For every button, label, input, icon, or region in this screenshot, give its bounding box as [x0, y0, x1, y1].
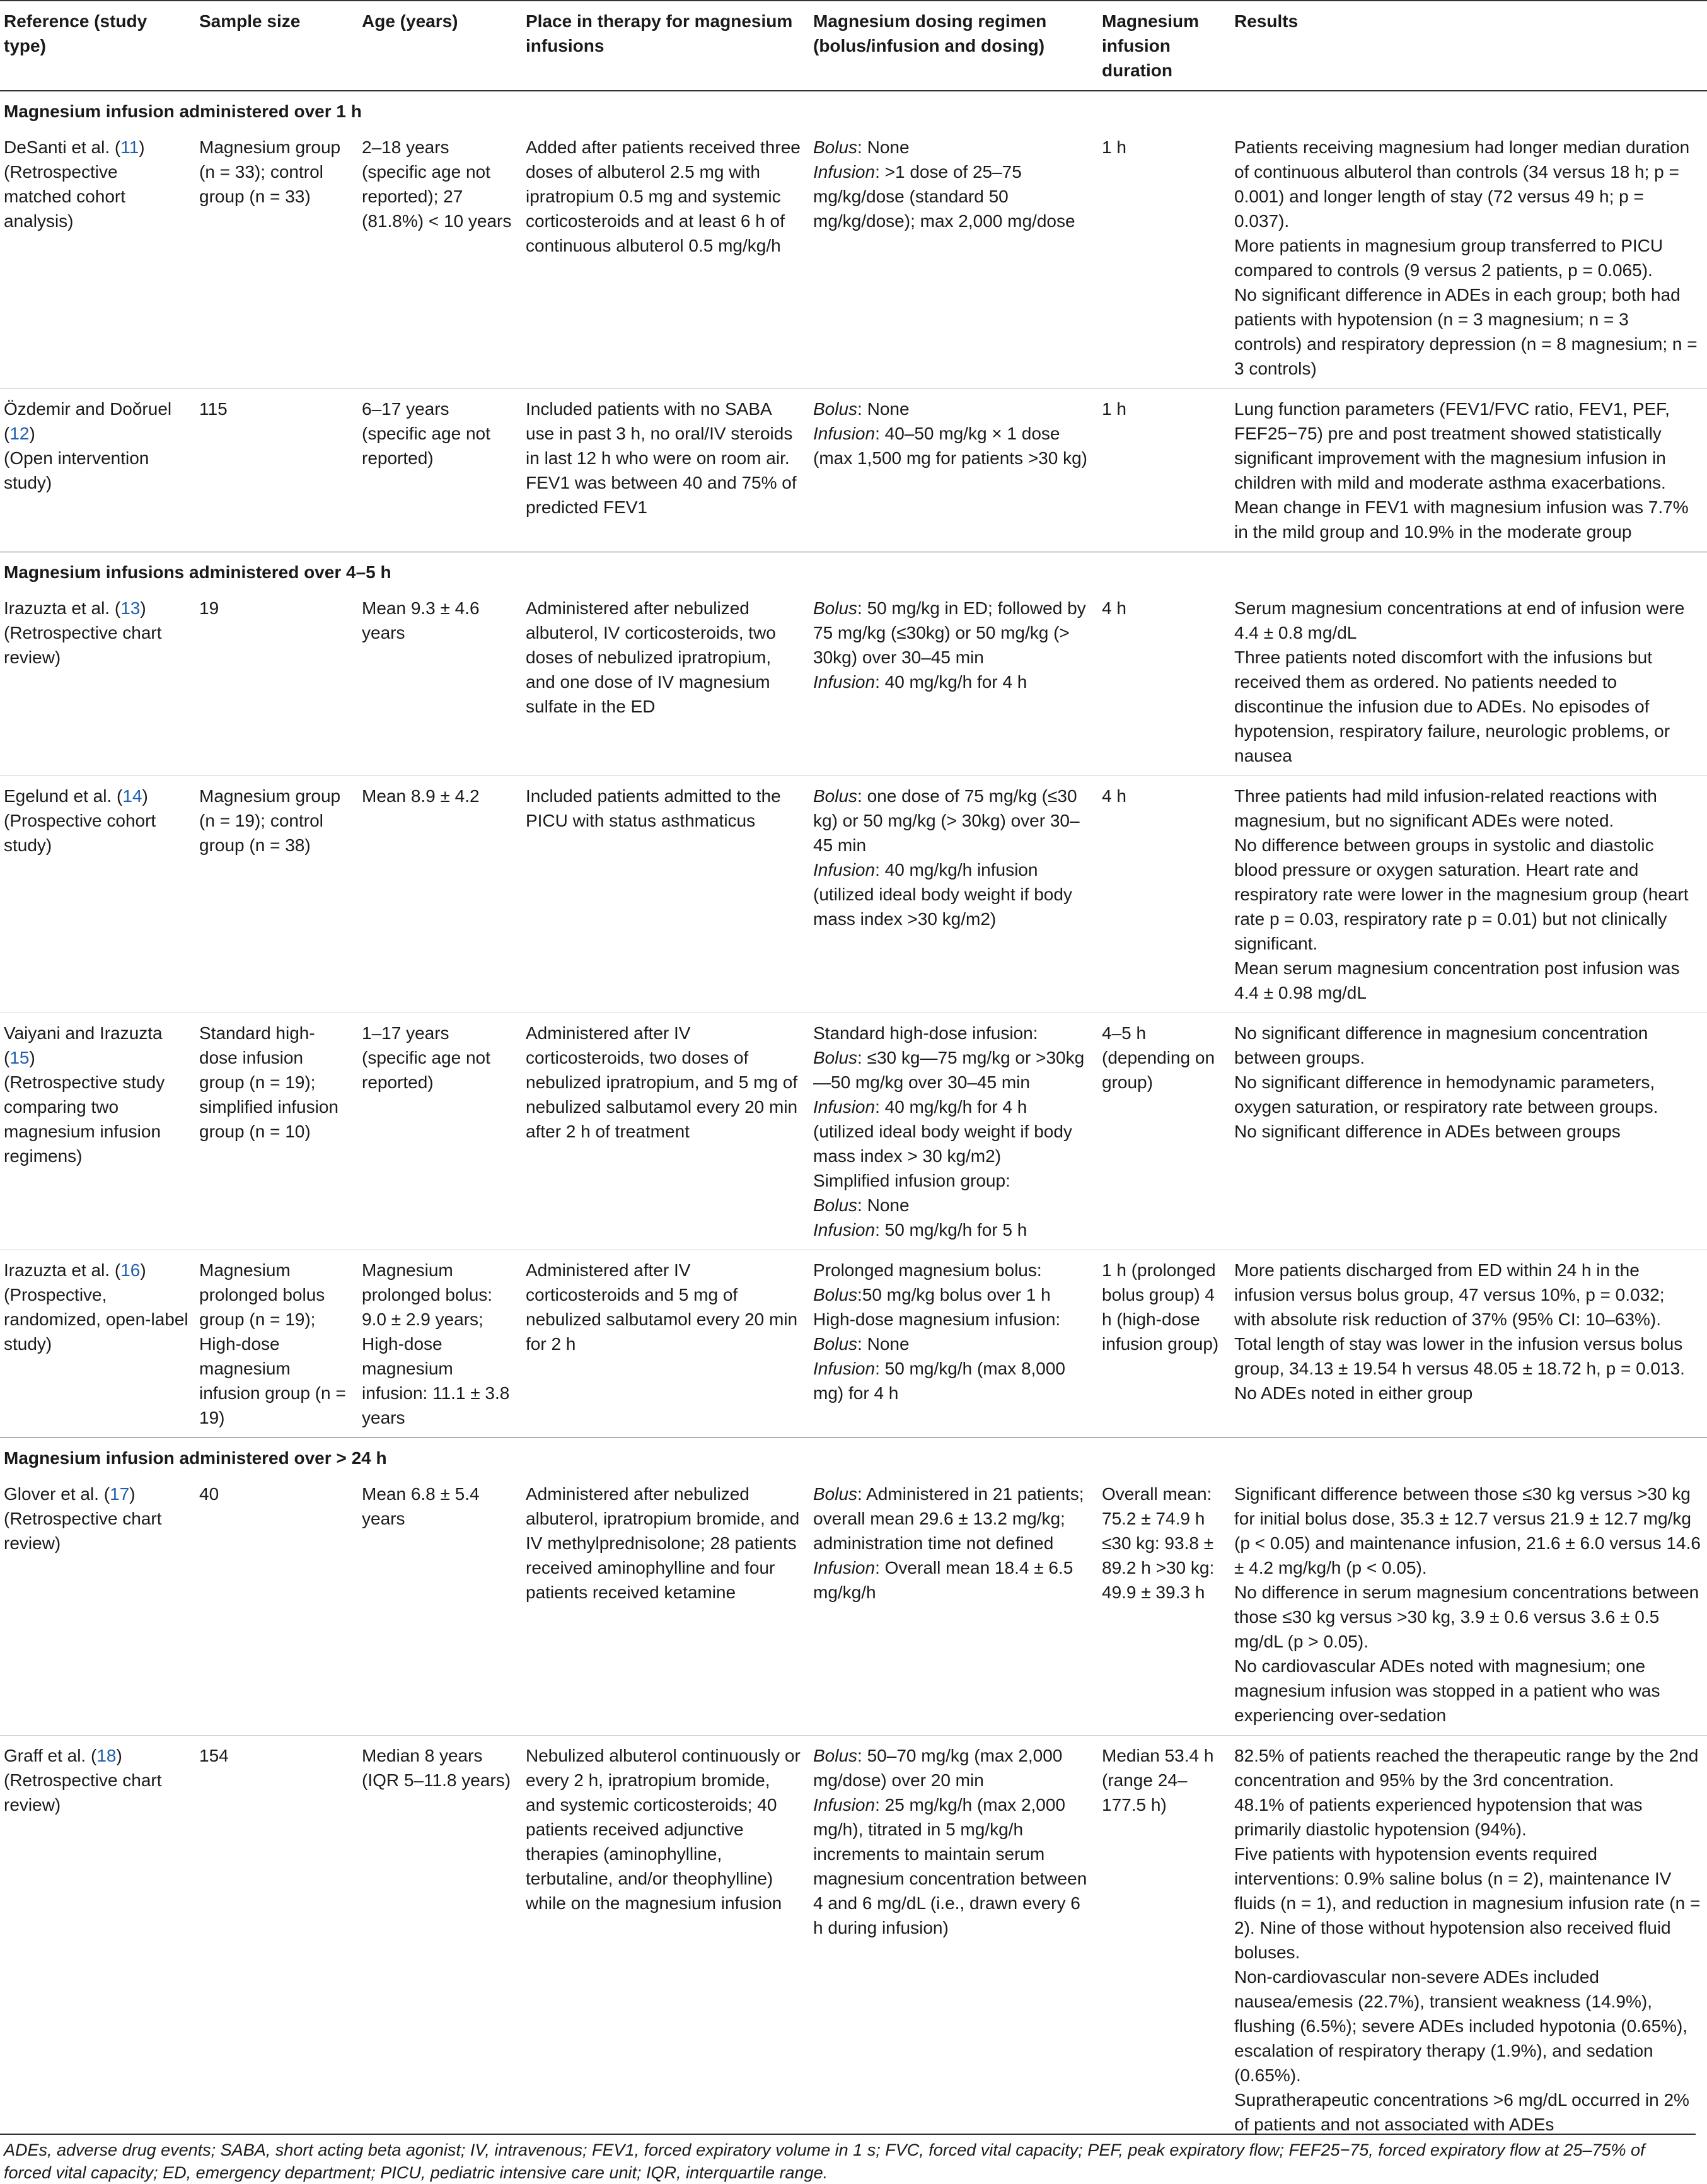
- dosing-line: [813, 1482, 1092, 1555]
- reference-cell: [0, 1250, 195, 1438]
- result-paragraph: Patients receiving magnesium had longer median duration of continuous albuterol than controls (34 versus 18 h; p = 0.001) and longer length of stay (72 versus 49 h; p = 0.037).: [1234, 137, 1690, 231]
- reference-cell: [0, 389, 195, 552]
- results-cell: [1230, 1250, 1707, 1438]
- dosing-regimen-cell: [809, 1474, 1098, 1736]
- result-paragraph: Mean change in FEV1 with magnesium infusion was 7.7% in the mild group and 10.9% in the moderate group: [1234, 497, 1689, 542]
- header-age: Age (years): [358, 1, 522, 91]
- table-header-row: [0, 1, 1707, 91]
- age-cell: 2–18 years (specific age not reported); 27 (81.8%) < 10 years: [362, 137, 512, 231]
- reference-close-paren: ): [29, 424, 35, 443]
- header-sample-size: Sample size: [195, 1, 358, 91]
- results-cell: [1230, 1474, 1707, 1736]
- dosing-text: : 50 mg/kg/h for 5 h: [875, 1220, 1027, 1240]
- infusion-duration-cell: Overall mean: 75.2 ± 74.9 h ≤30 kg: 93.8 ± 89.2 h >30 kg: 49.9 ± 39.3 h: [1102, 1484, 1215, 1602]
- result-paragraph: Five patients with hypotension events required interventions: 0.9% saline bolus (n = 2), maintenance IV fluids (n = 1), and reduction in magnesium infusion rate (n = 2). Nine of those without hypotension also received fluid boluses.: [1234, 1844, 1701, 1962]
- result-paragraph: Supratherapeutic concentrations >6 mg/dL occurred in 2% of patients and not associated with ADEs: [1234, 2090, 1689, 2134]
- dosing-label: Bolus: [813, 1334, 858, 1354]
- dosing-text: : 50 mg/kg in ED; followed by 75 mg/kg (≤30kg) or 50 mg/kg (> 30kg) over 30–45 min: [813, 598, 1086, 667]
- dosing-text: :50 mg/kg bolus over 1 h: [857, 1285, 1051, 1304]
- result-paragraph: No significant difference in ADEs between groups: [1234, 1122, 1621, 1141]
- dosing-line: [813, 1282, 1092, 1307]
- table-footnote: ADEs, adverse drug events; SABA, short acting beta agonist; IV, intravenous; FEV1, forced expiratory volume in 1 s; FVC, forced vital capacity; PEF, peak expiratory flow; FEF25−75, forced expiratory flow at 25–75% of forced vital capacity; ED, emergency department; PICU, pediatric intensive care unit; IQR, interquartile range.: [0, 2134, 1696, 2184]
- infusion-duration-cell: 4–5 h (depending on group): [1098, 1013, 1230, 1250]
- place-in-therapy-cell: Administered after IV corticosteroids and 5 mg of nebulized salbutamol every 20 min for 2 h: [522, 1250, 809, 1438]
- reference-citation: [4, 1258, 189, 1282]
- sample-size-cell: Magnesium group (n = 33); control group (n = 33): [199, 137, 341, 206]
- result-paragraph: More patients in magnesium group transferred to PICU compared to controls (9 versus 2 patients, p = 0.065).: [1234, 236, 1664, 280]
- table-row: [0, 389, 1707, 552]
- dosing-text: : 40–50 mg/kg × 1 dose (max 1,500 mg for patients >30 kg): [813, 424, 1087, 468]
- dosing-text: : Administered in 21 patients; overall mean 29.6 ± 13.2 mg/kg; administration time not defined: [813, 1484, 1084, 1553]
- dosing-line: [813, 1217, 1092, 1242]
- result-paragraph: No cardiovascular ADEs noted with magnesium; one magnesium infusion was stopped in a patient who was experiencing over-sedation: [1234, 1656, 1660, 1725]
- reference-close-paren: ): [142, 786, 148, 806]
- dosing-line: [813, 135, 1092, 160]
- dosing-line: [813, 1021, 1092, 1045]
- results-cell: [1230, 776, 1707, 1013]
- table-row: [0, 1013, 1707, 1250]
- dosing-line: [813, 596, 1092, 670]
- dosing-label: Bolus: [813, 399, 858, 419]
- place-in-therapy-cell: Added after patients received three doses of albuterol 2.5 mg with ipratropium 0.5 mg and systemic corticosteroids and at least 6 h of continuous albuterol 0.5 mg/kg/h: [526, 137, 801, 255]
- dosing-text: Prolonged magnesium bolus:: [813, 1260, 1042, 1280]
- result-paragraph: Three patients had mild infusion-related reactions with magnesium, but no significant ADEs were noted.: [1234, 786, 1657, 830]
- study-type: (Retrospective chart review): [4, 1770, 162, 1815]
- dosing-text: : ≤30 kg—75 mg/kg or >30kg—50 mg/kg over 30–45 min: [813, 1048, 1085, 1092]
- dosing-line: [813, 1743, 1092, 1792]
- dosing-label: Bolus: [813, 1048, 858, 1067]
- dosing-regimen-cell: [809, 1736, 1098, 2145]
- dosing-regimen-cell: [809, 1013, 1098, 1250]
- reference-close-paren: ): [140, 598, 146, 618]
- result-paragraph: No difference between groups in systolic and diastolic blood pressure or oxygen saturation. Heart rate and respiratory rate were lower in the magnesium group (heart rate p = 0.03, respiratory rate p = 0.01) but not clinically significant.: [1234, 835, 1689, 953]
- reference-close-paren: ): [140, 1260, 146, 1280]
- dosing-label: Bolus: [813, 598, 858, 618]
- result-paragraph: 48.1% of patients experienced hypotension that was primarily diastolic hypotension (94%).: [1234, 1795, 1643, 1839]
- reference-cell: [0, 1013, 195, 1250]
- dosing-label: Infusion: [813, 672, 876, 692]
- dosing-line: [813, 421, 1092, 470]
- age-cell: 6–17 years (specific age not reported): [358, 389, 522, 552]
- dosing-line: [813, 1307, 1092, 1332]
- dosing-text: : None: [857, 399, 910, 419]
- reference-cell: [0, 127, 195, 389]
- age-cell: Mean 8.9 ± 4.2: [358, 776, 522, 1013]
- table-row: [0, 588, 1707, 776]
- result-paragraph: Significant difference between those ≤30 kg versus >30 kg for initial bolus dose, 35.3 ± 12.7 versus 21.9 ± 12.7 mg/kg (p < 0.05) and maintenance infusion, 21.6 ± 6.0 versus 14.6 ± 4.2 mg/kg/h (p < 0.05).: [1234, 1484, 1701, 1577]
- result-paragraph: Non-cardiovascular non-severe ADEs included nausea/emesis (22.7%), transient weakness (14.9%), flushing (6.5%); severe ADEs included hypotonia (0.65%), escalation of respiratory therapy (1.9%), and sedation (0.65%).: [1234, 1967, 1688, 2085]
- place-in-therapy-cell: Included patients with no SABA use in past 3 h, no oral/IV steroids in last 12 h who were on room air. FEV1 was between 40 and 75% of predicted FEV1: [522, 389, 809, 552]
- section-title: Magnesium infusion administered over > 24 h: [0, 1438, 1707, 1475]
- study-type: (Retrospective matched cohort analysis): [4, 162, 125, 231]
- results-cell: [1230, 1736, 1707, 2145]
- result-paragraph: 82.5% of patients reached the therapeutic range by the 2nd concentration and 95% by the 3rd concentration.: [1234, 1746, 1699, 1790]
- results-cell: [1230, 389, 1707, 552]
- sample-size-cell: 115: [195, 389, 358, 552]
- dosing-regimen-cell: [809, 776, 1098, 1013]
- dosing-label: Bolus: [813, 1746, 858, 1765]
- reference-number-link[interactable]: 18: [96, 1746, 117, 1765]
- table-row: [0, 1736, 1707, 2145]
- reference-citation: [4, 1482, 189, 1506]
- dosing-text: Standard high-dose infusion:: [813, 1023, 1038, 1043]
- study-type: (Retrospective chart review): [4, 1509, 162, 1553]
- reference-close-paren: ): [116, 1746, 122, 1765]
- dosing-label: Bolus: [813, 137, 858, 157]
- dosing-label: Infusion: [813, 424, 876, 443]
- dosing-text: : 40 mg/kg/h infusion (utilized ideal body weight if body mass index >30 kg/m2): [813, 860, 1072, 929]
- dosing-line: [813, 1555, 1092, 1605]
- dosing-text: : None: [857, 137, 910, 157]
- dosing-label: Infusion: [813, 1359, 876, 1378]
- reference-citation: [4, 596, 189, 620]
- place-in-therapy-cell: Nebulized albuterol continuously or every 2 h, ipratropium bromide, and systemic corticosteroids; 40 patients received adjunctive therapies (aminophylline, terbutaline, and/or theophylline) while on the magnesium infusion: [522, 1736, 809, 2145]
- infusion-duration-cell: 4 h: [1098, 776, 1230, 1013]
- age-cell: Mean 6.8 ± 5.4 years: [362, 1484, 480, 1528]
- result-paragraph: No significant difference in ADEs in each group; both had patients with hypotension (n = 3 magnesium; n = 3 controls) and respiratory depression (n = 8 magnesium; n = 3 controls): [1234, 285, 1698, 378]
- age-cell: Magnesium prolonged bolus: 9.0 ± 2.9 years; High-dose magnesium infusion: 11.1 ± 3.8 years: [358, 1250, 522, 1438]
- reference-authors: Irazuzta et al. (: [4, 1260, 121, 1280]
- dosing-label: Bolus: [813, 1285, 858, 1304]
- reference-citation: [4, 135, 189, 160]
- reference-number-link[interactable]: 17: [110, 1484, 130, 1504]
- reference-authors: Vaiyani and Irazuzta (: [4, 1023, 163, 1067]
- results-cell: [1230, 1013, 1707, 1250]
- reference-authors: Glover et al. (: [4, 1484, 110, 1504]
- result-paragraph: Lung function parameters (FEV1/FVC ratio, FEV1, PEF, FEF25−75) pre and post treatment showed statistically significant improvement with the magnesium infusion in children with mild and moderate asthma exacerbations.: [1234, 399, 1670, 492]
- place-in-therapy-cell: Administered after nebulized albuterol, ipratropium bromide, and IV methylprednisolone; 28 patients received aminophylline and four patients received ketamine: [526, 1484, 800, 1602]
- dosing-label: Bolus: [813, 786, 858, 806]
- reference-citation: [4, 1743, 189, 1768]
- reference-authors: Egelund et al. (: [4, 786, 123, 806]
- dosing-text: : 40 mg/kg/h for 4 h: [875, 672, 1027, 692]
- sample-size-cell: 40: [199, 1484, 219, 1504]
- dosing-label: Infusion: [813, 1558, 876, 1577]
- table-row: [0, 1250, 1707, 1438]
- table-row: [0, 127, 1707, 389]
- dosing-regimen-cell: [809, 588, 1098, 776]
- infusion-duration-cell: 1 h: [1102, 137, 1126, 157]
- dosing-text: : 40 mg/kg/h for 4 h (utilized ideal body weight if body mass index > 30 kg/m2): [813, 1097, 1072, 1166]
- header-reference: Reference (study type): [0, 1, 195, 91]
- age-cell: Mean 9.3 ± 4.6 years: [362, 598, 480, 642]
- reference-citation: [4, 784, 189, 808]
- dosing-label: Infusion: [813, 1795, 876, 1815]
- dosing-text: : None: [857, 1195, 910, 1215]
- reference-cell: [0, 1474, 195, 1736]
- age-cell: Median 8 years (IQR 5–11.8 years): [358, 1736, 522, 2145]
- reference-cell: [0, 588, 195, 776]
- results-cell: [1230, 588, 1707, 776]
- infusion-duration-cell: 4 h: [1102, 598, 1126, 618]
- result-paragraph: Three patients noted discomfort with the infusions but received them as ordered. No patients needed to discontinue the infusion due to ADEs. No episodes of hypotension, respiratory failure, neurologic problems, or nausea: [1234, 648, 1670, 765]
- reference-number-link[interactable]: 11: [120, 137, 139, 157]
- sample-size-cell: Standard high-dose infusion group (n = 19); simplified infusion group (n = 10): [195, 1013, 358, 1250]
- sample-size-cell: 19: [199, 598, 219, 618]
- place-in-therapy-cell: Administered after IV corticosteroids, two doses of nebulized ipratropium, and 5 mg of nebulized salbutamol every 20 min after 2 h of treatment: [522, 1013, 809, 1250]
- result-paragraph: Mean serum magnesium concentration post infusion was 4.4 ± 0.98 mg/dL: [1234, 958, 1680, 1002]
- dosing-label: Infusion: [813, 860, 876, 880]
- dosing-regimen-cell: [809, 1250, 1098, 1438]
- result-paragraph: No difference in serum magnesium concentrations between those ≤30 kg versus >30 kg, 3.9 ± 0.6 versus 3.6 ± 0.5 mg/dL (p > 0.05).: [1234, 1583, 1699, 1651]
- dosing-line: [813, 1168, 1092, 1193]
- header-results: Results: [1230, 1, 1707, 91]
- table-row: [0, 1474, 1707, 1736]
- dosing-line: [813, 1193, 1092, 1217]
- dosing-label: Infusion: [813, 162, 876, 182]
- reference-authors: Graff et al. (: [4, 1746, 97, 1765]
- dosing-text: High-dose magnesium infusion:: [813, 1310, 1061, 1329]
- section-header-row: [0, 552, 1707, 589]
- table-body: [0, 91, 1707, 2144]
- dosing-line: [813, 670, 1092, 694]
- sample-size-cell: 154: [195, 1736, 358, 2145]
- place-in-therapy-cell: Administered after nebulized albuterol, IV corticosteroids, two doses of nebulized ipratropium, and one dose of IV magnesium sulfate in the ED: [526, 598, 776, 716]
- dosing-line: [813, 1045, 1092, 1095]
- result-paragraph: More patients discharged from ED within 24 h in the infusion versus bolus group, 47 versus 10%, p = 0.032; with absolute risk reduction of 37% (95% CI: 10–63%).: [1234, 1260, 1665, 1329]
- study-type: (Open intervention study): [4, 448, 149, 492]
- table-row: [0, 776, 1707, 1013]
- infusion-duration-cell: 1 h (prolonged bolus group) 4 h (high-dose infusion group): [1098, 1250, 1230, 1438]
- dosing-label: Bolus: [813, 1484, 858, 1504]
- dosing-line: [813, 1332, 1092, 1356]
- result-paragraph: Serum magnesium concentrations at end of infusion were 4.4 ± 0.8 mg/dL: [1234, 598, 1685, 642]
- dosing-text: : 25 mg/kg/h (max 2,000 mg/h), titrated in 5 mg/kg/h increments to maintain serum magnesium concentration between 4 and 6 mg/dL (i.e., drawn every 6 h during infusion): [813, 1795, 1087, 1937]
- infusion-duration-cell: 1 h: [1098, 389, 1230, 552]
- dosing-text: : one dose of 75 mg/kg (≤30 kg) or 50 mg/kg (> 30kg) over 30–45 min: [813, 786, 1080, 855]
- reference-cell: [0, 776, 195, 1013]
- reference-number-link[interactable]: 16: [120, 1260, 141, 1280]
- dosing-line: [813, 1258, 1092, 1282]
- reference-number-link[interactable]: 13: [120, 598, 141, 618]
- dosing-text: : >1 dose of 25–75 mg/kg/dose (standard 50 mg/kg/dose); max 2,000 mg/dose: [813, 162, 1075, 231]
- section-title: Magnesium infusions administered over 4–5 h: [0, 552, 1707, 589]
- study-type: (Prospective, randomized, open-label study): [4, 1285, 188, 1354]
- header-place-in-therapy: Place in therapy for magnesium infusions: [522, 1, 809, 91]
- study-type: (Prospective cohort study): [4, 811, 156, 855]
- dosing-line: [813, 1095, 1092, 1168]
- study-type: (Retrospective study comparing two magnesium infusion regimens): [4, 1072, 165, 1166]
- section-title: Magnesium infusion administered over 1 h: [0, 91, 1707, 127]
- results-cell: [1230, 127, 1707, 389]
- reference-authors: Irazuzta et al. (: [4, 598, 121, 618]
- section-header-row: [0, 1438, 1707, 1475]
- reference-cell: [0, 1736, 195, 2145]
- dosing-text: Simplified infusion group:: [813, 1171, 1010, 1190]
- section-header-row: [0, 91, 1707, 127]
- reference-number-link[interactable]: 14: [122, 786, 142, 806]
- dosing-regimen-cell: [809, 127, 1098, 389]
- reference-citation: [4, 397, 189, 446]
- dosing-line: [813, 397, 1092, 421]
- header-infusion-duration: Magnesium infusion duration: [1098, 1, 1230, 91]
- dosing-line: [813, 160, 1092, 233]
- dosing-label: Infusion: [813, 1220, 876, 1240]
- dosing-text: : 50 mg/kg/h (max 8,000 mg) for 4 h: [813, 1359, 1066, 1403]
- dosing-regimen-cell: [809, 389, 1098, 552]
- dosing-line: [813, 857, 1092, 931]
- study-type: (Retrospective chart review): [4, 623, 162, 667]
- dosing-label: Infusion: [813, 1097, 876, 1117]
- reference-citation: [4, 1021, 189, 1070]
- dosing-line: [813, 1356, 1092, 1405]
- age-cell: 1–17 years (specific age not reported): [358, 1013, 522, 1250]
- reference-close-paren: ): [139, 137, 145, 157]
- infusion-duration-cell: Median 53.4 h (range 24–177.5 h): [1098, 1736, 1230, 2145]
- result-paragraph: No ADEs noted in either group: [1234, 1383, 1473, 1403]
- reference-close-paren: ): [129, 1484, 136, 1504]
- sample-size-cell: Magnesium prolonged bolus group (n = 19); High-dose magnesium infusion group (n = 19): [195, 1250, 358, 1438]
- dosing-label: Bolus: [813, 1195, 858, 1215]
- dosing-text: : None: [857, 1334, 910, 1354]
- sample-size-cell: Magnesium group (n = 19); control group (n = 38): [195, 776, 358, 1013]
- reference-authors: Özdemir and Doǒruel (: [4, 399, 172, 443]
- reference-close-paren: ): [29, 1048, 35, 1067]
- dosing-text: : Overall mean 18.4 ± 6.5 mg/kg/h: [813, 1558, 1073, 1602]
- reference-number-link[interactable]: 12: [9, 424, 30, 443]
- reference-number-link[interactable]: 15: [9, 1048, 30, 1067]
- reference-authors: DeSanti et al. (: [4, 137, 121, 157]
- dosing-line: [813, 1792, 1092, 1940]
- result-paragraph: No significant difference in magnesium concentration between groups.: [1234, 1023, 1648, 1067]
- dosing-line: [813, 784, 1092, 857]
- result-paragraph: No significant difference in hemodynamic parameters, oxygen saturation, or respiratory rate between groups.: [1234, 1072, 1658, 1117]
- result-paragraph: Total length of stay was lower in the infusion versus bolus group, 34.13 ± 19.54 h versus 48.05 ± 18.72 h, p = 0.013.: [1234, 1334, 1685, 1378]
- dosing-text: : 50–70 mg/kg (max 2,000 mg/dose) over 20 min: [813, 1746, 1063, 1790]
- header-dosing-regimen: Magnesium dosing regimen (bolus/infusion and dosing): [809, 1, 1098, 91]
- place-in-therapy-cell: Included patients admitted to the PICU with status asthmaticus: [522, 776, 809, 1013]
